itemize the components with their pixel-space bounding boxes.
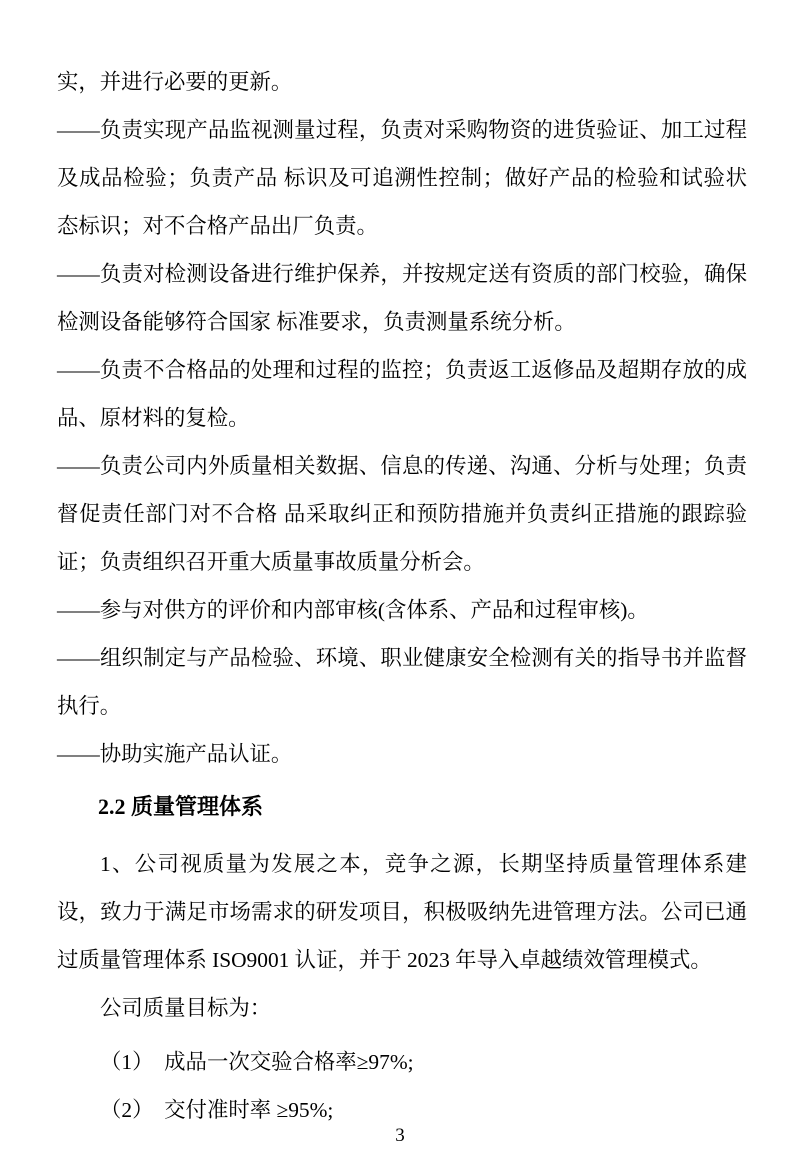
section-heading: 2.2 质量管理体系 — [98, 794, 264, 819]
text-line: 品、原材料的复检。 — [57, 406, 250, 430]
text-line: ——负责对检测设备进行维护保养，并按规定送有资质的部门校验，确保 — [57, 262, 747, 286]
text-line: 过质量管理体系 ISO9001 认证，并于 2023 年导入卓越绩效管理模式。 — [57, 948, 712, 972]
text-line: 执行。 — [57, 694, 122, 718]
text-line: 公司质量目标为： — [100, 996, 272, 1020]
text-line: ——参与对供方的评价和内部审核(含体系、产品和过程审核)。 — [57, 598, 649, 622]
text-line: ——负责不合格品的处理和过程的监控；负责返工返修品及超期存放的成 — [57, 358, 747, 382]
list-item: （1） 成品一次交验合格率≥97%; — [100, 1050, 414, 1074]
list-item: （2） 交付准时率 ≥95%; — [100, 1098, 334, 1122]
text-line: ——协助实施产品认证。 — [57, 742, 293, 766]
text-line: 督促责任部门对不合格 品采取纠正和预防措施并负责纠正措施的跟踪验 — [57, 502, 747, 526]
text-line: 1、公司视质量为发展之本，竞争之源，长期坚持质量管理体系建 — [100, 852, 747, 876]
text-line: ——负责实现产品监视测量过程，负责对采购物资的进货验证、加工过程 — [57, 118, 747, 142]
page-number: 3 — [395, 1125, 405, 1146]
text-line: 及成品检验；负责产品 标识及可追溯性控制；做好产品的检验和试验状 — [57, 166, 747, 190]
text-line: ——组织制定与产品检验、环境、职业健康安全检测有关的指导书并监督 — [57, 646, 747, 670]
text-line: 实，并进行必要的更新。 — [57, 70, 293, 94]
text-line: ——负责公司内外质量相关数据、信息的传递、沟通、分析与处理；负责 — [57, 454, 747, 478]
text-line: 证；负责组织召开重大质量事故质量分析会。 — [57, 550, 485, 574]
text-line: 设，致力于满足市场需求的研发项目，积极吸纳先进管理方法。公司已通 — [57, 900, 747, 924]
text-line: 检测设备能够符合国家 标准要求，负责测量系统分析。 — [57, 310, 576, 334]
document-body — [57, 58, 747, 1134]
text-line: 态标识；对不合格产品出厂负责。 — [57, 214, 378, 238]
